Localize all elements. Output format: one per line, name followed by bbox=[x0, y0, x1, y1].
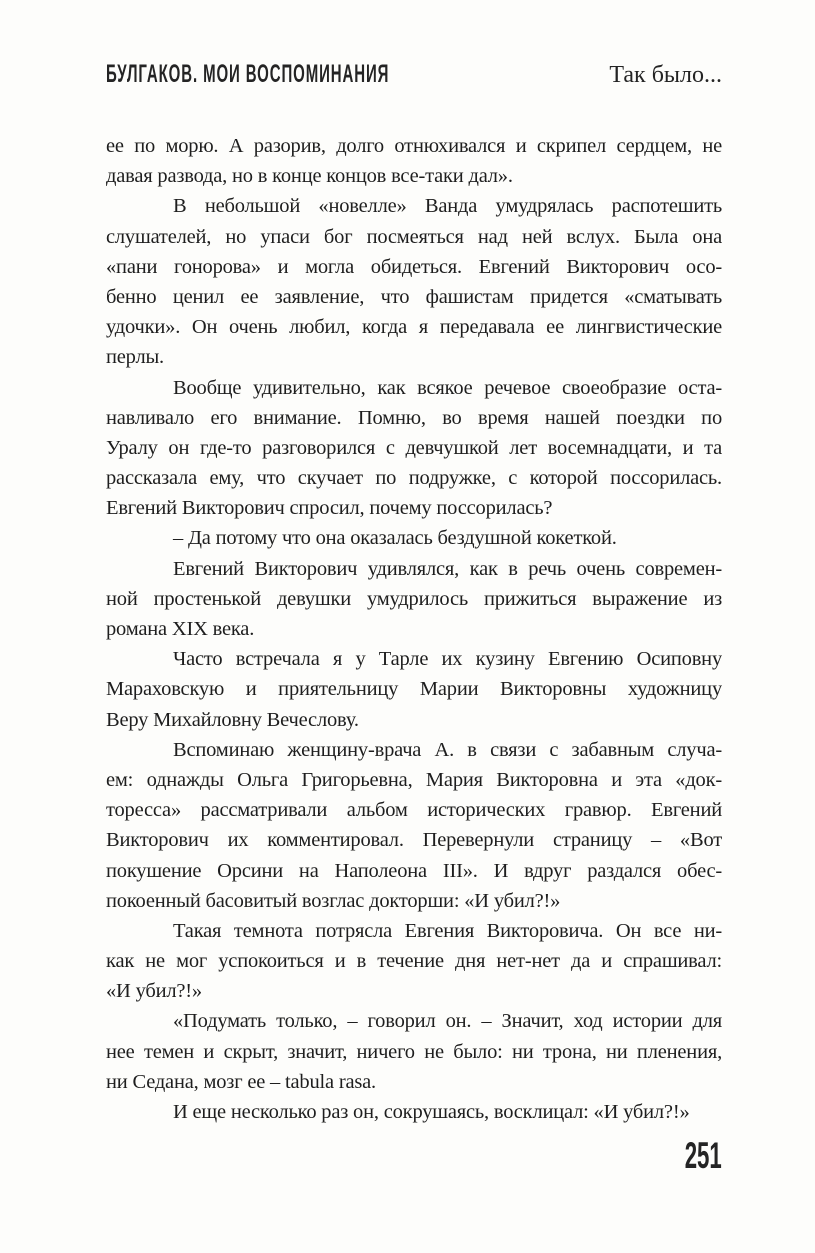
text-line: ной простенькой девушки умудрилось прижиться выражение из bbox=[106, 587, 722, 610]
text-line: «пани гонорова» и могла обидеться. Евгений Викторович осо- bbox=[106, 255, 722, 278]
text-line: – Да потому что она оказалась бездушной кокеткой. bbox=[173, 527, 617, 550]
text-line: Часто встречала я у Тарле их кузину Евгению Осиповну bbox=[173, 648, 722, 671]
page-number: 251 bbox=[684, 1135, 722, 1176]
page-text bbox=[106, 131, 722, 1127]
text-line: торесса» рассматривали альбом исторических гравюр. Евгений bbox=[106, 799, 722, 822]
text-line: нее темен и скрыт, значит, ничего не было: ни трона, ни пленения, bbox=[106, 1040, 722, 1063]
text-line: слушателей, но упаси бог посмеяться над ней вслух. Была она bbox=[106, 225, 722, 248]
text-line: Уралу он где-то разговорился с девчушкой лет восемнадцати, и та bbox=[106, 436, 722, 459]
text-line: покушение Орсини на Наполеона III». И вдруг раздался обес- bbox=[106, 859, 722, 882]
text-line: как не мог успокоиться и в течение дня нет-нет да и спрашивал: bbox=[106, 950, 722, 973]
text-line: Веру Михайловну Вечеслову. bbox=[106, 708, 359, 731]
book-title: БУЛГАКОВ. МОИ ВОСПОМИНАНИЯ bbox=[106, 60, 390, 88]
text-line: ни Седана, мозг ее – tabula rasa. bbox=[106, 1070, 376, 1093]
text-line: Мараховскую и приятельницу Марии Викторовны художницу bbox=[106, 678, 722, 701]
text-line: Евгений Викторович удивлялся, как в речь очень современ- bbox=[173, 557, 722, 580]
text-line: ем: однажды Ольга Григорьевна, Мария Викторовна и эта «док- bbox=[106, 768, 722, 791]
text-line: давая развода, но в конце концов все-таки дал». bbox=[106, 165, 513, 188]
text-line: удочки». Он очень любил, когда я передавала ее лингвистические bbox=[106, 316, 722, 339]
text-line: покоенный басовитый возглас докторши: «И убил?!» bbox=[106, 889, 561, 912]
text-line: бенно ценил ее заявление, что фашистам придется «сматывать bbox=[106, 285, 722, 308]
text-line: «И убил?!» bbox=[106, 980, 202, 1003]
text-line: навливало его внимание. Помню, во время нашей поездки по bbox=[106, 406, 722, 429]
text-line: Вообще удивительно, как всякое речевое своеобразие оста- bbox=[173, 376, 722, 399]
text-line: Такая темнота потрясла Евгения Викторовича. Он все ни- bbox=[173, 919, 722, 942]
text-line: ее по морю. А разорив, долго отнюхивался и скрипел сердцем, не bbox=[106, 135, 722, 157]
text-line: Викторович их комментировал. Перевернули страницу – «Вот bbox=[106, 829, 722, 852]
text-line: перлы. bbox=[106, 346, 164, 369]
running-header bbox=[106, 60, 722, 88]
text-line: романа XIX века. bbox=[106, 618, 255, 640]
text-line: «Подумать только, – говорил он. – Значит, ход истории для bbox=[173, 1010, 722, 1033]
text-line: рассказала ему, что скучает по подружке, с которой поссорилась. bbox=[106, 467, 722, 490]
text-line: В небольшой «новелле» Ванда умудрялась распотешить bbox=[173, 195, 722, 218]
text-line: Вспоминаю женщину-врача А. в связи с забавным случа- bbox=[173, 738, 722, 761]
text-line: Евгений Викторович спросил, почему поссорилась? bbox=[106, 497, 553, 520]
text-line: И еще несколько раз он, сокрушаясь, восклицал: «И убил?!» bbox=[173, 1101, 690, 1123]
chapter-title: Так было... bbox=[609, 62, 722, 88]
